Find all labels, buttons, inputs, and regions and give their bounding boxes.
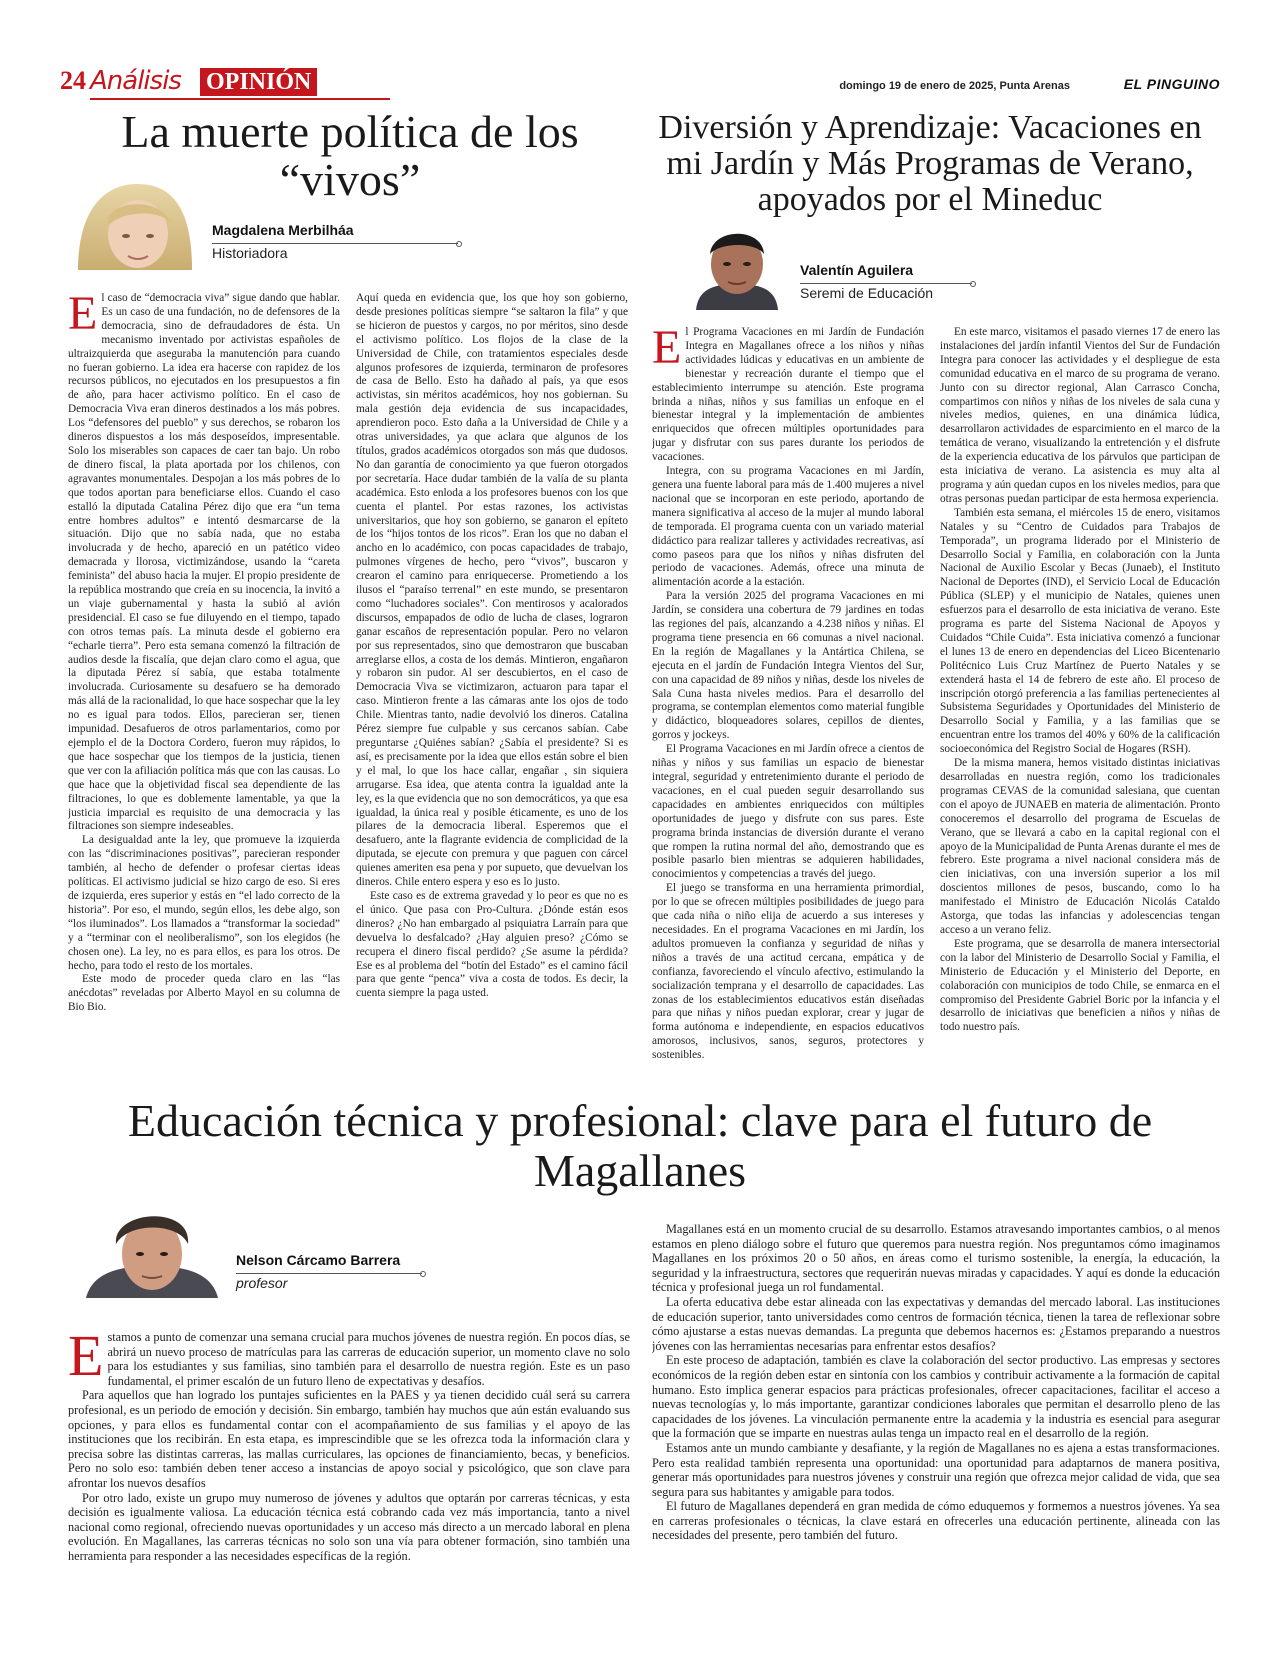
article2-paragraph: El Programa Vacaciones en mi Jardín de Fundación Integra en Magallanes ofrece a los niños y niñas actividades lúdicas y educativas en un ambiente de bienestar y recreación durante el tiempo que el establecimiento interrumpe su atención. Este programa brinda a niñas, niños y sus familias un enfoque en el bienestar integral y la implementación de ambientes enriquecidos que ofrecen múltiples oportunidades para jugar y disfrutar con sus pares durante los periodos de vacaciones.	[652, 326, 924, 464]
article3-paragraph: Estamos ante un mundo cambiante y desafiante, y la región de Magallanes no es ajena a estas transformaciones. Pero esta realidad también representa una oportunidad: una oportunidad para adaptarnos de manera positiva, generar más oportunidades para nuestros jóvenes y construir una región que ofrezca mejor calidad de vida, que sea segura para sus habitantes y amigable para todos.	[652, 1440, 1220, 1499]
article1-author-photo	[68, 178, 196, 270]
article3-paragraph: Por otro lado, existe un grupo muy numeroso de jóvenes y adultos que optarán por carreras técnicas, y esta decisión es igualmente valiosa. La educación técnica está cobrando cada vez más importancia, tanto a nivel nacional como regional, ofreciendo nuevas oportunidades y un acceso más directo a un mercado laboral en plena evolución. En Magallanes, las carreras técnicas no solo son una vía para obtener formación, sino también una herramienta para responder a las necesidades específicas de la región.	[68, 1490, 630, 1563]
article2-author-name: Valentín Aguilera	[800, 262, 914, 278]
article2-paragraph: También esta semana, el miércoles 15 de enero, visitamos Natales y su “Centro de Cuidados para Trabajos de Temporada”, un programa liderado por el Ministerio de Desarrollo Social y Familia, en colaboración con la Junta Nacional de Auxilio Escolar y Becas (Junaeb), el Instituto Nacional de Deportes (IND), el Servicio Local de Educación Pública (SLEP) y el municipio de Natales, quienes unen esfuerzos para el desarrollo de esta iniciativa de verano. Este programa es parte del Sistema Nacional de Apoyos y Cuidados “Chile Cuida”. Esta iniciativa comenzó a funcionar el lunes 13 de enero en dependencias del Liceo Bicentenario Politécnico Luis Cruz Martínez de Puerto Natales y se extenderá hasta el 14 de febrero de este año. El proceso de inscripción otorgó preferencia a las familias pertenecientes al Subsistema Seguridades y Oportunidades del Ministerio de Desarrollo Social y Familia, y a las familias que se encuentran entre los tramos del 40% y 60% de la calificación socioeconómica del Registro Social de Hogares (RSH).	[940, 506, 1220, 756]
header-rule	[90, 98, 390, 100]
article1-paragraph: El caso de “democracia viva” sigue dando que hablar. Es un caso de una fundación, no de defensores de la democracia, sino de defraudadores de ésta. Un mecanismo inventado por activistas españoles de ultraizquierda que aseguraba la manutención para cuando no fueran gobierno. La idea era hacerse con rapidez de los recursos públicos, no ejecutados en los presupuestos a fin de año, para hacer activismo político. En el caso de Democracia Viva eran dineros destinados a los más pobres. Los “defensores del pueblo” y sus derechos, se robaron los dineros dispuestos a los más desposeídos, impresentable. Solo los miserables son capaces de caer tan bajo. Un robo de dinero fiscal, la plata aportada por los chilenos, con agravantes monumentales. Despojan a los más pobres de lo que todos aportan para beneficiarse ellos. Cuando el caso estalló la diputada Catalina Pérez dijo que era “un tema entre hombres adultos” e intentó desmarcarse de la situación. Dijo que no sabía nada, que no estaba involucrada y de hecho, apareció en un patético video demacrada y llorosa, victimizándose, usando la “careta feminista” del abuso hacia la mujer. El propio presidente de la república mostrando que creía en su inocencia, la invitó a un viaje gubernamental y hasta la subió al avión presidencial. El caso se fue diluyendo en el tiempo, tapado con otros temas país. La minuta desde el gobierno era “echarle tierra”. Pero esta semana comenzó la filtración de audios desde la fiscalía, que dejan claro como el agua, que la diputada Pérez sí sabía, que estaba totalmente involucrada. Curiosamente su desafuero se ha demorado más allá de la racionalidad, lo que hace sospechar que la ley no es igual para todos. Ellos, parecieran ser, tienen impunidad. Desafueros de otros parlamentarios, como por ejemplo el de la Doctora Cordero, fueron muy rápidos, lo que hace sospechar que los tiempos de la justicia, tienen que ver con la afiliación política más que con las causas. Lo que hace que la objetividad fiscal sea dependiente de las filtraciones, lo que es doblemente lamentable, ya que la justicia imparcial es requisito de una democracia y las filtraciones son siempre indeseables.	[68, 292, 340, 833]
article2-paragraph: Para la versión 2025 del programa Vacaciones en mi Jardín, se considera una cobertura de 79 jardines en todas las regiones del país, alcanzando a 4.238 niños y niñas. El programa tiene presencia en 66 comunas a nivel nacional. En la región de Magallanes y la Antártica Chilena, se ejecuta en el jardín de Fundación Integra Vientos del Sur, con una capacidad de 89 niños y niñas, desde los niveles de Sala Cuna hasta niveles medios. Para el desarrollo del programa, se contemplan elementos como material fungible y didáctico, bloqueadores solares, cepillos de dientes, gorros y jockeys.	[652, 590, 924, 742]
article2-column-1	[652, 326, 924, 1074]
article1-author-block	[212, 222, 462, 261]
article2-paragraph: Integra, con su programa Vacaciones en mi Jardín, genera una fuente laboral para más de 1.400 mujeres a nivel nacional que se incorporan en este periodo, aportando de manera significativa al acceso de la mujer al mundo laboral de temporada. El programa cuenta con un variado material didáctico para realizar talleres y actividades recreativas, así como paseos para que los niños y niñas disfruten del periodo de vacaciones. Además, ofrece una minuta de alimentación acorde a la estación.	[652, 465, 924, 589]
article3-author-photo	[82, 1200, 222, 1298]
article1-author-role: Historiadora	[212, 245, 288, 261]
article3-paragraph: Para aquellos que han logrado los puntajes suficientes en la PAES y ya tienen decidido cuál será su carrera profesional, es un periodo de emoción y decisión. Sin embargo, también hay muchos que aún están evaluando sus opciones, y para ellos es fundamental contar con el acompañamiento de sus familias y el apoyo de las instituciones que los recibirán. En esta etapa, es imprescindible que se les ofrezca toda la información clara y precisa sobre las distintas carreras, las mallas curriculares, las opciones de financiamiento, becas, y beneficios. Pero no solo eso: también deben tener acceso a instancias de apoyo social y psicológico, que son clave para afrontar los nuevos desafíos	[68, 1388, 630, 1490]
article2-author-block	[800, 262, 980, 301]
issue-date: domingo 19 de enero de 2025, Punta Arenas	[839, 80, 1070, 92]
article2-column-2	[940, 326, 1220, 1074]
article1-paragraph: Este modo de proceder queda claro en las “las anécdotas” reveladas por Alberto Mayol en su columna de Bio Bio.	[68, 973, 340, 1014]
article1-paragraph: Este caso es de extrema gravedad y lo peor es que no es el único. Que pasa con Pro-Cultura. ¿Dónde están esos dineros? ¿No han embargado al psiquiatra Larraín para que devuelva lo desfalcado? ¿Hay alguien preso? ¿Cómo se recupera el dinero fiscal perdido? ¿Se asume la pérdida? Ese es al problema del “botín del Estado” es el camino fácil para que gente “penca” viva a costa de todos. Es decir, la cuenta siempre la paga usted.	[356, 889, 628, 1000]
article2-paragraph: De la misma manera, hemos visitado distintas iniciativas desarrolladas en nuestra región, como los tradicionales programas CEVAS de la comunidad salesiana, que cuentan con el apoyo de JUNAEB en materia de alimentación. Pronto conoceremos el desarrollo del programa de Escuelas de Verano, que se llevará a cabo en la capital regional con el apoyo de la Municipalidad de Punta Arenas durante el mes de febrero. Este programa a nivel nacional considera más de cien iniciativas, con una inversión superior a los mil doscientos millones de pesos, buscando, como lo ha manifestado el Ministro de Educación Nicolás Cataldo Astorga, que todas las infancias y adolescencias tengan acceso a un verano feliz.	[940, 757, 1220, 936]
article3-title: Educación técnica y profesional: clave para el futuro de Magallanes	[127, 1095, 1153, 1196]
article1-column-2	[356, 292, 628, 1074]
article2-author-role: Seremi de Educación	[800, 285, 934, 301]
article3-paragraph: Magallanes está en un momento crucial de su desarrollo. Estamos atravesando importantes cambios, o al menos estamos en pleno diálogo sobre el futuro que queremos para nuestra región. Nos preguntamos cómo imaginamos Magallanes en los próximos 20 o 50 años, en áreas como el turismo sostenible, la energía, la educación, la seguridad y la infraestructura, sectores que requerirán nuevas miradas y capacidades. Y aquí es donde la educación técnica y profesional juega un rol fundamental.	[652, 1222, 1220, 1295]
article1-author-name: Magdalena Merbilháa	[212, 222, 354, 238]
article1-title: La muerte política de los “vivos”	[121, 106, 579, 205]
page-header	[60, 64, 1220, 100]
article3-paragraph: Estamos a punto de comenzar una semana crucial para muchos jóvenes de nuestra región. En pocos días, se abrirá un nuevo proceso de matrículas para las carreras de educación superior, un momento clave no solo para los estudiantes y sus familias, sino también para el desarrollo de nuestra región. Este es un paso fundamental, el primer escalón de un futuro lleno de expectativas y desafíos.	[68, 1330, 630, 1388]
article3-paragraph: La oferta educativa debe estar alineada con las expectativas y demandas del mercado laboral. Las instituciones de educación superior, tanto universidades como centros de formación técnica, tienen la tarea de reflexionar sobre cómo ajustarse a estas nuevas demandas. La pregunta que debemos hacernos es: ¿Estamos preparando a nuestros jóvenes con las herramientas necesarias para enfrentar estos desafíos?	[652, 1294, 1220, 1353]
newspaper-brand: EL PINGUINO	[1123, 76, 1220, 92]
article2-paragraph: El Programa Vacaciones en mi Jardín ofrece a cientos de niñas y niños y sus familias un espacio de bienestar integral, seguridad y entretenimiento durante el periodo de vacaciones, en el cual pueden seguir desarrollando sus capacidades en ambientes enriquecidos con múltiples oportunidades de juego y disfrute con sus pares. Este programa brinda instancias de diversión durante el verano que rompen la rutina normal del año, demostrando que es posible pasarlo bien mientras se adquieren habilidades, conocimientos y competencias a través del juego.	[652, 743, 924, 881]
article2-title: Diversión y Aprendizaje: Vacaciones en mi Jardín y Más Programas de Verano, apoyados por el Mineduc	[658, 109, 1202, 218]
subsection-label: OPINIÓN	[200, 68, 317, 96]
article1-column-1	[68, 292, 340, 1074]
article1-paragraph: Aquí queda en evidencia que, los que hoy son gobierno, desde presiones políticas siempre “se saltaron la fila” y que se hicieron de puestos y cargos, no por méritos, sino desde el activismo político. Los flojos de la clase de la Universidad de Chile, con tratamientos especiales desde algunos profesores de izquierda, terminaron de profesores de casa de Bello. Esto ha dañado al país, ya que esos activistas, sin méritos académicos, hoy nos gobiernan. Su mala gestión deja evidencia de sus incapacidades, aprendieron poco. Esto daña a la Universidad de Chile y a otras universidades, ya que aclara que algunos de los títulos, grados académicos otorgados son más que dudosos. No dan garantía de conocimiento ya que fueron otorgados por secretaría. Hace dudar también de la valía de su planta académica. Esto enloda a los profesores buenos con los que cuenta el plantel. Por estas razones, los activistas universitarios, que hoy son gobierno, se ganaron el epíteto de los “hijos tontos de los ricos”. Eran los que no daban el ancho en lo académico, con pocas capacidades de trabajo, pulmones vírgenes de hecho, pero “vivos”, buscaron y crearon el camino para enriquecerse. Prometiendo a los ilusos el “paraíso terrenal” en este mundo, se presentaron como “luchadores sociales”. Con mentirosos y acalorados discursos, empapados de odio de lucha de clases, lograron ganar escaños de representación popular. Pero no velaron por sus representados, sino que demostraron que buscaban arreglarse ellos, a costa de los demás. Mintieron, engañaron y robaron sin pudor. Al ser descubiertos, en el caso de Democracia Viva se victimizaron, actuaron para tapar el caso. Mintieron frente a las cámaras ante los ojos de todo Chile. Mientras tanto, nadie devolvió los dineros. Catalina Pérez siempre fue culpable y sus cercanos sabían. Cabe preguntarse ¿Quiénes sabían? ¿Sabía el presidente? Si es así, es precisamente por la idea que ellos están sobre el bien y el mal, lo que los hace callar, engañar , sin siquiera arrugarse. Esa idea, que atenta contra la igualdad ante la ley, es la que evidencia que no son democráticos, ya que esa igualdad, la única real y posible éticamente, es uno de los pilares de la democracia liberal. Esperemos que el desafuero, ante la flagrante evidencia de complicidad de la diputada, se ejecute con premura y que paguen con cárcel quienes ameriten esa pena y por supueto, que devuelvan los dineros. Chile entero espera y eso es lo justo.	[356, 292, 628, 889]
article3-column-2	[652, 1222, 1220, 1650]
article3-author-name: Nelson Cárcamo Barrera	[236, 1252, 401, 1268]
article3-paragraph: En este proceso de adaptación, también es clave la colaboración del sector productivo. Las empresas y sectores económicos de la región deben estar en sintonía con los cambios y contribuir activamente a la formación de capital humano. Esto implica generar espacios para prácticas profesionales, ofrecer capacitaciones, facilitar el acceso a nuevas tecnologías y, lo más importante, garantizar condiciones laborales que permitan el desarrollo pleno de las capacidades de los jóvenes. La vinculación permanente entre la academia y la industria es esencial para asegurar que la formación que se imparte en nuestras aulas tenga un impacto real en el desarrollo de la región.	[652, 1353, 1220, 1441]
article1-paragraph: La desigualdad ante la ley, que promueve la izquierda con las “discriminaciones positivas”, parecieran responder también, al hecho de defender o profesar ciertas ideas políticas. El activismo judicial se hizo cargo de eso. Si eres de izquierda, eres superior y estás en “el lado correcto de la historia”. Por eso, el mundo, según ellos, les debe algo, son “los iluminados”. Los llamados a “transformar la sociedad” y a “terminar con el neoliberalismo”, son los elegidos (he chosen one). La ley, no es para ellos, es para los otros. De hecho, para todo el resto de los mortales.	[68, 834, 340, 972]
article3-column-1	[68, 1330, 630, 1650]
article2-paragraph: Este programa, que se desarrolla de manera intersectorial con la labor del Ministerio de Desarrollo Social y Familia, el Ministerio de Educación y el Ministerio del Deporte, en colaboración con municipios de todo Chile, se enmarca en el compromiso del Presidente Gabriel Boric por la infancia y el desarrollo de iniciativas que beneficien a niños y niñas de todo nuestro país.	[940, 937, 1220, 1034]
article3-author-block	[236, 1252, 436, 1291]
article3-author-role: profesor	[236, 1275, 288, 1291]
article2-paragraph: En este marco, visitamos el pasado viernes 17 de enero las instalaciones del jardín infantil Vientos del Sur de Fundación Integra para conocer las actividades y el despliegue de esta comunidad educativa en el marco de su programa de verano. Junto con su director regional, Alan Carrasco Concha, compartimos con niños y niñas de los niveles de sala cuna y niveles medios, quienes, en una dinámica lúdica, desarrollaron actividades de esparcimiento en el marco de la temática de verano, visualizando la entretención y el disfrute de la experiencia educativa de los párvulos que participan de esta iniciativa de verano. La asistencia es muy alta al programa y aún quedan cupos en los niveles medios, para que otras personas puedan participar de esta hermosa experiencia.	[940, 326, 1220, 505]
section-label: Análisis	[90, 66, 181, 96]
page-number: 24	[60, 66, 86, 95]
article2-paragraph: El juego se transforma en una herramienta primordial, por lo que se ofrecen múltiples posibilidades de juego para que cada niña o niño elija de acuerdo a sus intereses y necesidades. En el programa Vacaciones en mi Jardín, los adultos promueven la confianza y seguridad de niñas y niños a través de una actitud cercana, empática y de confianza, favoreciendo el vínculo afectivo, estimulando la socialización temprana y el desarrollo de capacidades. Las zonas de los establecimientos educativos están diseñadas para que niñas y niños puedan explorar, crear y jugar de forma autónoma e independiente, en espacios educativos amorosos, inclusivos, sanos, seguros, protectores y sostenibles.	[652, 882, 924, 1062]
article2-author-photo	[690, 220, 784, 310]
article3-paragraph: El futuro de Magallanes dependerá en gran medida de cómo eduquemos y formemos a nuestros jóvenes. Ya sea en carreras profesionales o técnicas, la clave estará en ofrecerles una educación pertinente, alineada con las necesidades del presente, pero también del futuro.	[652, 1499, 1220, 1543]
